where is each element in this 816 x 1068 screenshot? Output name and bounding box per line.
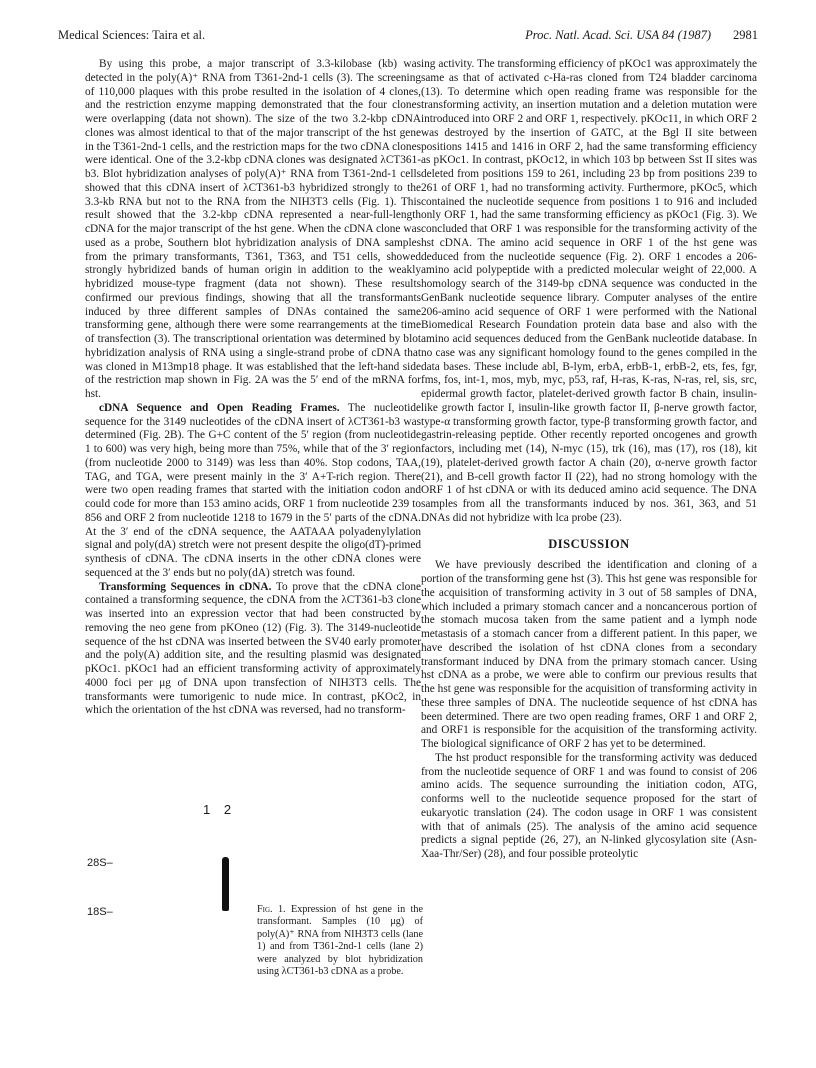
section-heading-discussion: DISCUSSION: [548, 536, 630, 551]
paragraph-probe-results: By using this probe, a major transcript of 3.3-kilobase (kb) was detected in the poly(A)⁺ RNA from T361-2nd-1 cells (3). The screening of 110,000 plaques with this probe resulted in the isolation of 4 clones, and the restriction enzyme mapping demonstrated that the four clones were overlapping (data not shown). The size of the two 3.2-kbp cDNA clones was almost identical to that of the major transcript of the hst gene in the T361-2nd-1 cells, and the restriction maps for the two cDNA clones were identical. One of the 3.2-kbp cDNA clones was designated λCT361-b3. Blot hybridization analyses of poly(A)⁺ RNA from T361-2nd-1 cells showed that this cDNA insert of λCT361-b3 hybridized strongly to the 3.3-kb RNA but not to the RNA from the NIH3T3 cells (Fig. 1). This result showed that the 3.2-kbp cDNA represented a near-full-length cDNA for the major transcript of the hst gene. When the cDNA clone was used as a probe, Southern blot hybridization analysis of DNA samples from the primary transformants, T361, T363, and T51 cells, showed strongly hybridized bands of human origin in addition to the weakly hybridized mouse-type fragment (data not shown). These results confirmed our previous findings, showing that all the transformants induced by three different samples of DNAs contained the same transforming gene, although there were some rearrangements at the time of transfection (3). The transcriptional orientation was determined by blot hybridization analysis of RNA using a single-strand probe of cDNA that was cloned in M13mp18 phage. It was established that the left-hand side of the restriction map shown in Fig. 2A was the 5′ end of the mRNA for hst.: [85, 58, 421, 400]
figure-1-label: Fig. 1.: [257, 904, 286, 915]
paragraph-discussion-2: The hst product responsible for the transforming activity was deduced from the nucleotide sequence of ORF 1 and was found to consist of 206 amino acids. The sequence surrounding the initiation codon, ATG, conforms well to the nucleotide sequence proposed for the start of eukaryotic translation (24). The codon usage in ORF 1 was consistent with that of animals (25). The analysis of the amino acid sequence predicts a signal peptide (26, 27), an N-linked glycosylation site (Asn-Xaa-Thr/Ser) (28), and four possible proteolytic: [421, 751, 757, 860]
lane-labels: [203, 802, 241, 817]
figure-1-caption-text: Expression of hst gene in the transformant. Samples (10 μg) of poly(A)⁺ RNA from NIH3T3 cells (lane 1) and from T361-2nd-1 cells (lane 2) were analyzed by blot hybridization using λCT361-b3 cDNA as a probe.: [257, 904, 423, 978]
paragraph-cdna-sequence: [85, 402, 421, 581]
figure-1-caption: [257, 904, 423, 978]
lane-label-2: 2: [223, 802, 232, 817]
page-header: [58, 28, 758, 46]
rna-blot-band: [222, 857, 229, 911]
subsection-heading-transforming: Transforming Sequences in cDNA.: [99, 580, 272, 593]
page-number: 2981: [733, 28, 758, 42]
paragraph-orf-analysis: ing activity. The transforming efficiency of pKOc1 was approximately the same as that of activated c-Ha-ras cloned from T24 bladder carcinoma (13). To determine which open reading frame was responsible for the transforming activity, an insertion mutation and a deletion mutation were introduced into ORF 2 and ORF 1, respectively. pKOc11, in which ORF 2 was destroyed by the insertion of GATC, at the Bgl II site between positions 1415 and 1416 in ORF 2, had the same transforming efficiency as pKOc1. In contrast, pKOc12, in which 103 bp between Sst II sites was deleted from positions 159 to 261, including 23 bp from positions 239 to 261 of ORF 1, had no transforming activity. Furthermore, pKOc5, which contained the nucleotide sequence from positions 1 to 916 and included only ORF 1, had the same transforming efficiency as pKOc1 (Fig. 3). We concluded that ORF 1 was responsible for the transforming activity of the hst cDNA. The amino acid sequence in ORF 1 of the hst gene was deduced from the nucleotide sequence (Fig. 2). ORF 1 encodes a 206-amino acid polypeptide with a predicted molecular weight of 22,000. A homology search of the 3149-bp cDNA sequence was conducted in the GenBank nucleotide sequence library. Computer analyses of the entire 206-amino acid sequence of ORF 1 were performed with the National Biomedical Research Foundation protein data base and also with the amino acid sequences deduced from the GenBank nucleotide database. In no case was any significant homology found to the genes compiled in the data bases. These include abl, B-lym, erbA, erbB-1, erbB-2, ets, fes, fgr, fms, fos, int-1, mos, myb, myc, p53, raf, H-ras, K-ras, N-ras, rel, sis, src, epidermal growth factor, platelet-derived growth factor B chain, insulin-like growth factor I, insulin-like growth factor II, β-nerve growth factor, type-α transforming growth factor, type-β transforming growth factor, and gastrin-releasing peptide. Other recently reported oncogenes and growth factors, including met (14), N-myc (15), trk (16), mas (17), ros (18), kit (19), platelet-derived growth factor A chain (20), α-nerve growth factor (21), and B-cell growth factor II (22), had no strong homology with the ORF 1 of hst cDNA or with its deduced amino acid sequence. The DNA samples from all the transformants induced by nos. 361, 363, and 51 DNAs did not hybridize with lca probe (23).: [421, 58, 757, 524]
lane-label-1: 1: [203, 802, 211, 817]
figure-1: [85, 740, 421, 990]
marker-28s: 28S–: [87, 857, 113, 869]
paragraph-transforming-sequences: [85, 581, 421, 719]
paragraph-transforming-body: To prove that the cDNA clone contained a transforming sequence, the cDNA from the λCT361-b3 clone was inserted into an expression vector that had been constructed by removing the neo gene from pKOneo (12) (Fig. 3). The 3149-nucleotide sequence of the hst cDNA was inserted between the SV40 early promoter and the poly(A) addition site, and the resulting plasmid was designated pKOc1. pKOc1 had an efficient transforming activity of approximately 4000 foci per μg of DNA upon transfection of NIH3T3 cells. The transformants were tumorigenic to nude mice. In contrast, pKOc2, in which the orientation of the hst cDNA was reversed, had no transform-: [85, 580, 421, 717]
marker-18s: 18S–: [87, 906, 113, 918]
subsection-heading-cdna: cDNA Sequence and Open Reading Frames.: [99, 401, 340, 414]
running-head-authors: Medical Sciences: Taira et al.: [58, 28, 206, 42]
left-column: [85, 58, 421, 718]
running-head-journal: [525, 28, 758, 43]
right-column: [421, 58, 757, 862]
paragraph-cdna-body: The nucleotide sequence for the 3149 nucleotides of the cDNA insert of λCT361-b3 was determined (Fig. 2B). The G+C content of the 5′ region (from nucleotide 1 to 600) was very high, being more than 75%, while that of the 3′ region (from nucleotide 2000 to 3149) was less than 40%. Stop codons, TAA, TAG, and TGA, were present mainly in the 3′ A+T-rich region. There were two open reading frames that started with the initiation codon and could code for more than 153 amino acids, ORF 1 from nucleotide 239 to 856 and ORF 2 from nucleotide 1218 to 1679 in the 5′ parts of the cDNA. At the 3′ end of the cDNA sequence, the AATAAA polyadenylylation signal and poly(dA) stretch were not present despite the oligo(dT)-primed synthesis of cDNA. The cDNA inserts in the other cDNA clones were sequenced at the 3′ ends but no poly(dA) stretch was found.: [85, 401, 422, 579]
journal-citation: Proc. Natl. Acad. Sci. USA 84 (1987): [525, 28, 711, 42]
paragraph-discussion-1: We have previously described the identification and cloning of a portion of the transforming gene hst (3). This hst gene was responsible for the acquisition of transforming activity in 3 out of 58 samples of DNA, which included a primary stomach cancer and a noncancerous portion of the stomach mucosa taken from the same patient and a lymph node metastasis of a stomach cancer from a different patient. In this paper, we have described the isolation of hst cDNA clones from a secondary transformant induced by DNA from the primary stomach cancer. Using hst cDNA as a probe, we were able to confirm our previous results that the hst gene was responsible for the acquisition of transforming activity in these three samples of DNA. The nucleotide sequence of hst cDNA has been determined. There are two open reading frames, ORF 1 and ORF 2, and ORF1 is responsible for the acquisition of the transforming activity. The biological significance of ORF 2 has yet to be determined.: [421, 559, 757, 750]
